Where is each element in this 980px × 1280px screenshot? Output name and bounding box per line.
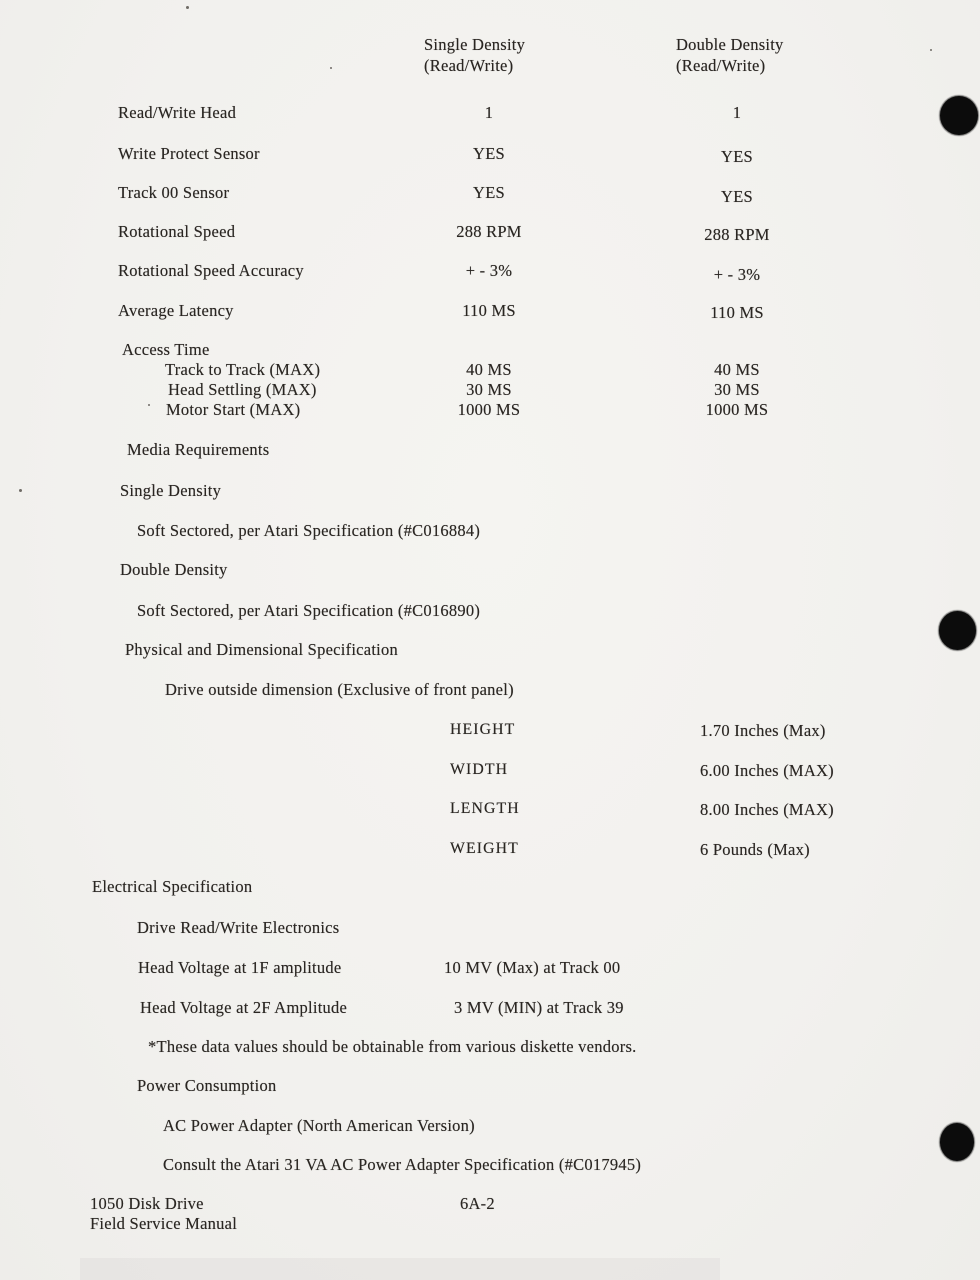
- column-header-line2: (Read/Write): [676, 56, 766, 75]
- row-label: Write Protect Sensor: [118, 144, 260, 163]
- scan-speck: [19, 489, 22, 492]
- power-consumption-heading: Power Consumption: [137, 1076, 277, 1095]
- media-requirements-heading: Media Requirements: [127, 440, 270, 459]
- single-density-value: 110 MS: [462, 301, 516, 320]
- dimension-value: 6.00 Inches (MAX): [700, 761, 834, 780]
- row-label: Track to Track (MAX): [165, 360, 321, 379]
- footer-line2: Field Service Manual: [90, 1214, 238, 1233]
- double-density-value: 1000 MS: [705, 400, 769, 419]
- single-density-value: + - 3%: [465, 261, 513, 280]
- dimension-label: HEIGHT: [450, 721, 516, 738]
- single-density-media-spec: Soft Sectored, per Atari Specification (#C016884): [137, 521, 481, 540]
- scan-speck: [330, 67, 332, 69]
- single-density-value: 1: [484, 103, 494, 122]
- physical-spec-heading: Physical and Dimensional Specification: [125, 640, 398, 659]
- column-header-line1: Double Density: [676, 35, 784, 54]
- single-density-media-heading: Single Density: [120, 481, 222, 500]
- column-header-line1: Single Density: [424, 35, 526, 54]
- voltage-label: Head Voltage at 1F amplitude: [138, 958, 342, 977]
- footer-line1: 1050 Disk Drive: [90, 1194, 204, 1213]
- row-label: Rotational Speed Accuracy: [118, 261, 304, 280]
- drive-electronics-subheading: Drive Read/Write Electronics: [137, 918, 340, 937]
- row-label: Rotational Speed: [118, 222, 236, 241]
- double-density-value: + - 3%: [713, 265, 761, 284]
- single-density-value: YES: [473, 144, 505, 163]
- dimension-value: 1.70 Inches (Max): [700, 721, 826, 740]
- row-label: Average Latency: [118, 301, 234, 320]
- footnote-text: *These data values should be obtainable from various diskette vendors.: [148, 1037, 637, 1056]
- single-density-value: 40 MS: [466, 360, 512, 379]
- dimension-label: LENGTH: [450, 800, 520, 817]
- column-header-single-density: [424, 34, 525, 76]
- double-density-value: 1: [732, 103, 742, 122]
- electrical-spec-heading: Electrical Specification: [92, 877, 253, 896]
- column-header-line2: (Read/Write): [424, 56, 514, 75]
- power-adapter-spec-line: Consult the Atari 31 VA AC Power Adapter Specification (#C017945): [163, 1155, 642, 1174]
- drive-dimension-subheading: Drive outside dimension (Exclusive of front panel): [165, 680, 514, 699]
- column-header-double-density: [676, 34, 784, 76]
- double-density-value: YES: [721, 147, 753, 166]
- double-density-value: YES: [721, 187, 753, 206]
- footer-document-title: [90, 1194, 237, 1234]
- voltage-label: Head Voltage at 2F Amplitude: [140, 998, 348, 1017]
- double-density-value: 110 MS: [710, 303, 764, 322]
- double-density-value: 40 MS: [714, 360, 760, 379]
- scan-shading-band: [80, 1258, 720, 1280]
- scan-speck: [930, 49, 932, 51]
- double-density-value: 30 MS: [714, 380, 760, 399]
- dimension-value: 8.00 Inches (MAX): [700, 800, 834, 819]
- scan-speck: [186, 6, 189, 9]
- double-density-value: 288 RPM: [704, 225, 770, 244]
- voltage-value: 3 MV (MIN) at Track 39: [454, 998, 624, 1017]
- double-density-media-heading: Double Density: [120, 560, 228, 579]
- row-label: Read/Write Head: [118, 103, 237, 122]
- dimension-label: WIDTH: [450, 761, 509, 778]
- scan-speck: [148, 404, 150, 406]
- double-density-media-spec: Soft Sectored, per Atari Specification (#C016890): [137, 601, 481, 620]
- punch-hole-dot: [940, 1123, 974, 1161]
- single-density-value: YES: [473, 183, 505, 202]
- dimension-label: WEIGHT: [450, 840, 519, 857]
- punch-hole-dot: [939, 611, 976, 650]
- row-label: Motor Start (MAX): [166, 400, 301, 419]
- page-number: 6A-2: [460, 1194, 495, 1213]
- single-density-value: 1000 MS: [457, 400, 521, 419]
- dimension-value: 6 Pounds (Max): [700, 840, 810, 859]
- ac-power-adapter-line: AC Power Adapter (North American Version): [163, 1116, 475, 1135]
- single-density-value: 30 MS: [466, 380, 512, 399]
- row-label: Head Settling (MAX): [168, 380, 317, 399]
- punch-hole-dot: [940, 96, 978, 135]
- access-time-heading: Access Time: [122, 340, 210, 359]
- row-label: Track 00 Sensor: [118, 183, 230, 202]
- voltage-value: 10 MV (Max) at Track 00: [444, 958, 621, 977]
- single-density-value: 288 RPM: [456, 222, 522, 241]
